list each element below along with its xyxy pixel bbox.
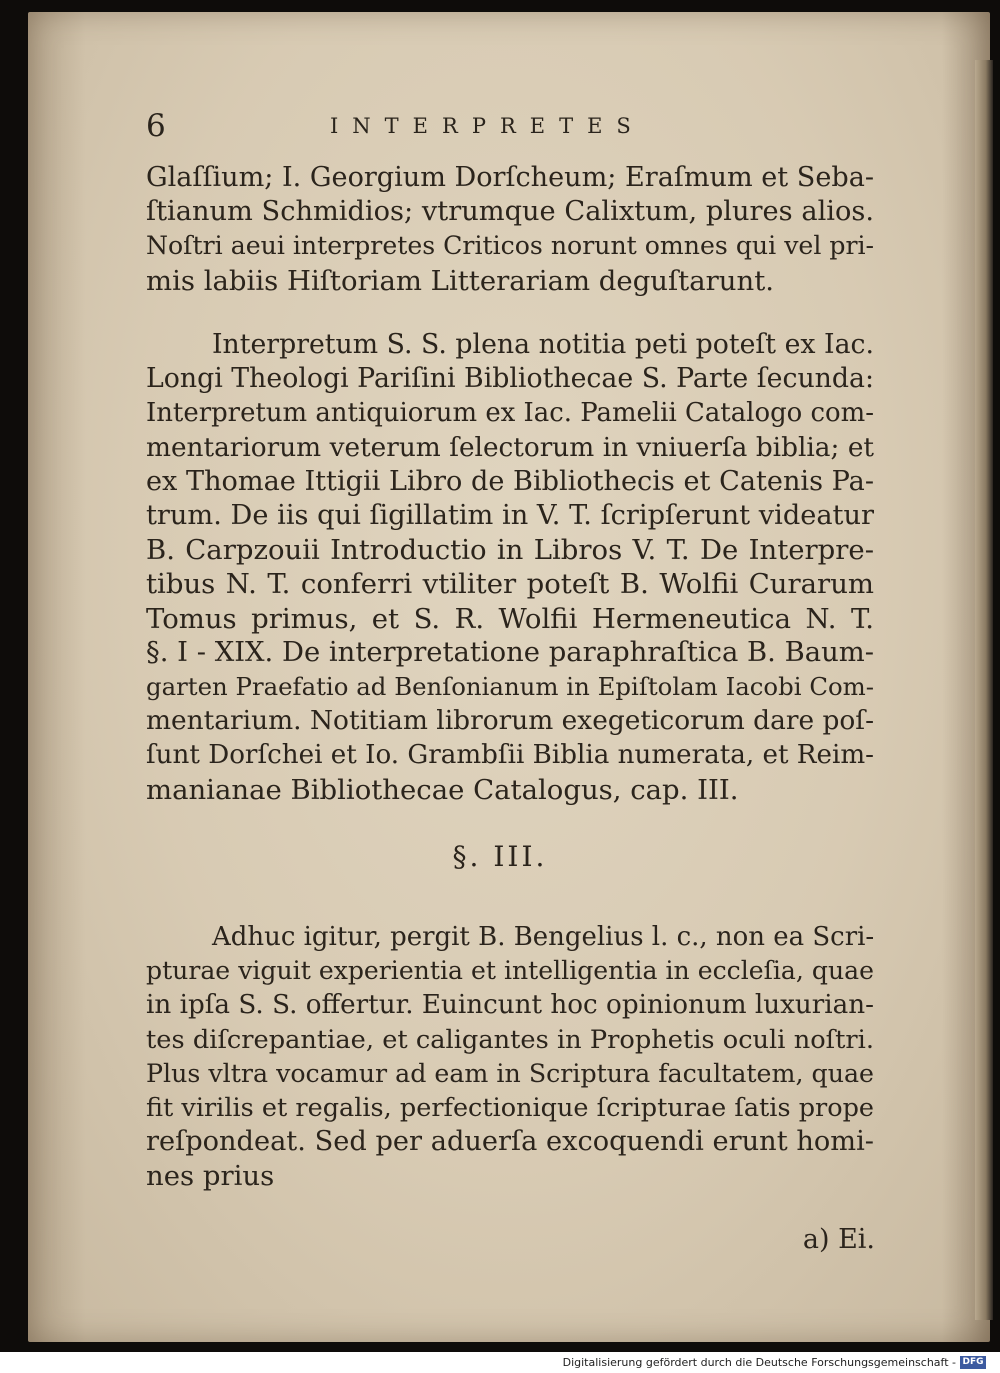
paragraph-1 (146, 161, 874, 298)
text-line: mis labiis Hiſtoriam Litterariam deguſtarunt. (146, 264, 774, 297)
catchword: a) Ei. (802, 1224, 875, 1255)
text-line: mentarium. Notitiam librorum exegeticorum dare poſ- (146, 705, 874, 737)
text-line: trum. De iis qui ſigillatim in V. T. ſcripſerunt videatur (146, 500, 874, 532)
text-line: Interpretum antiquiorum ex Iac. Pamelii Catalogo com- (146, 398, 874, 429)
text-line: §. I - XIX. De interpretatione paraphraſtica B. Baum- (146, 636, 874, 668)
text-line: B. Carpzouii Introductio in Libros V. T. De Interpre- (146, 534, 874, 567)
text-line: mentariorum veterum ſelectorum in vniuerſa biblia; et (146, 432, 874, 463)
text-line: ſtianum Schmidios; vtrumque Calixtum, plures alios. (146, 196, 874, 228)
text-line: Adhuc igitur, pergit B. Bengelius l. c., non ea Scri- (212, 922, 875, 952)
text-line: reſpondeat. Sed per aduerſa excoquendi erunt homi- (146, 1126, 874, 1158)
text-line: Noſtri aeui interpretes Criticos norunt omnes qui vel pri- (146, 231, 875, 261)
text-line: Longi Theologi Pariſini Bibliothecae S. Parte ſecunda: (146, 363, 874, 395)
text-line: tibus N. T. conferri vtiliter poteſt B. Wolfii Curarum (146, 568, 874, 601)
paragraph-3 (146, 920, 874, 1194)
text-line: nes prius (146, 1160, 275, 1193)
dfg-logo: DFG (960, 1356, 986, 1369)
text-line: Plus vltra vocamur ad eam in Scriptura facultatem, quae (146, 1058, 874, 1088)
running-title: INTERPRETES (330, 114, 645, 138)
page-number: 6 (146, 108, 166, 144)
text-line: garten Praefatio ad Benſonianum in Epiſtolam Iacobi Com- (146, 672, 874, 702)
text-line: ex Thomae Ittigii Libro de Bibliothecis et Catenis Pa- (146, 465, 874, 497)
section-heading: §. III. (452, 840, 548, 873)
text-line: fit virilis et regalis, perfectionique ſcripturae ſatis prope (146, 1093, 874, 1124)
text-line: Tomus primus, et S. R. Wolfii Hermeneutica N. T. (146, 602, 874, 635)
text-line: ſunt Dorſchei et Io. Grambſii Biblia numerata, et Reim- (146, 740, 874, 771)
text-line: Interpretum S. S. plena notitia peti poteſt ex Iac. (212, 329, 874, 360)
digitization-footer (0, 1352, 1000, 1373)
page-edge (975, 60, 993, 1320)
text-line: in ipſa S. S. offertur. Euincunt hoc opinionum luxurian- (146, 990, 874, 1021)
paragraph-2 (146, 328, 874, 807)
text-line: Glaſſium; I. Georgium Dorſcheum; Eraſmum et Seba- (146, 162, 874, 193)
footer-credit: Digitalisierung gefördert durch die Deutsche Forschungsgemeinschaft - (562, 1356, 956, 1369)
text-line: manianae Bibliothecae Catalogus, cap. III. (146, 773, 739, 806)
text-line: tes diſcrepantiae, et caligantes in Prophetis oculi noſtri. (146, 1024, 874, 1055)
text-line: pturae viguit experientia et intelligentia in eccleſia, quae (146, 956, 874, 986)
running-head (140, 106, 880, 146)
